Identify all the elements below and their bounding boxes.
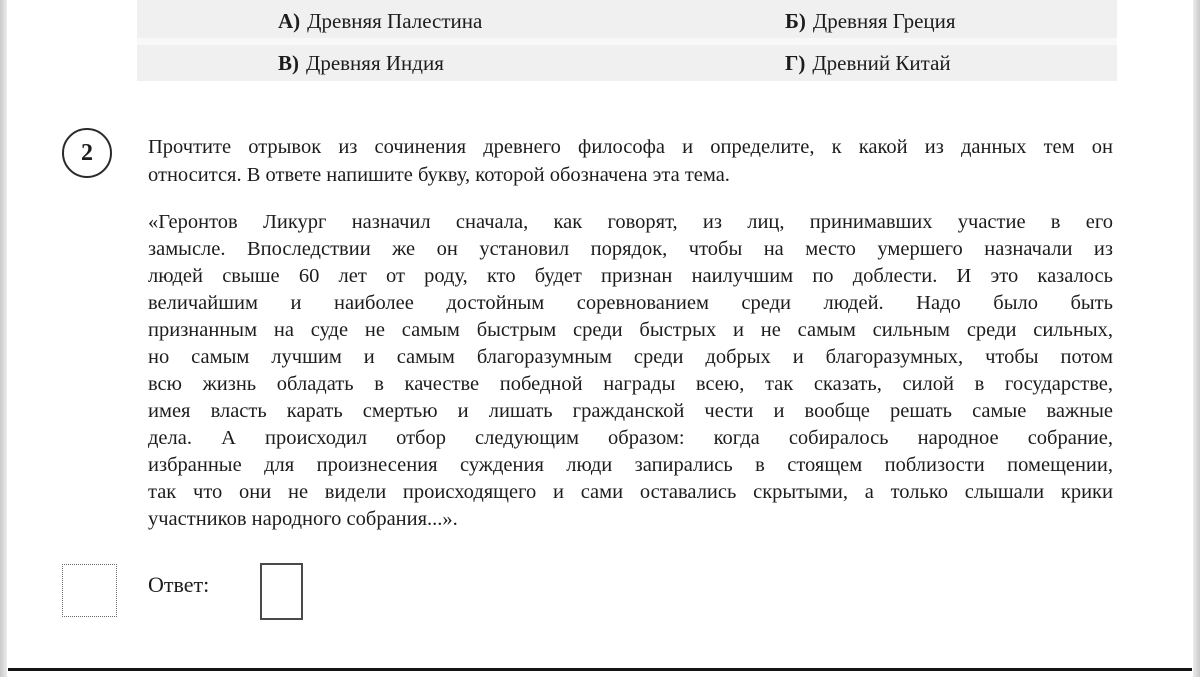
option-g <box>785 44 951 82</box>
option-v-label: Древняя Индия <box>306 50 444 75</box>
question-number-badge <box>62 128 112 178</box>
passage-line: замысле. Впоследствии же он установил порядок, чтобы на место умершего назначали из <box>148 238 1113 260</box>
scan-edge-right <box>1193 0 1200 677</box>
passage-line: дела. А происходил отбор следующим образом: когда собиралось народное собрание, <box>148 427 1113 449</box>
score-box[interactable] <box>62 564 117 617</box>
passage-line: людей свыше 60 лет от роду, кто будет признан наилучшим по доблести. И это казалось <box>148 265 1113 287</box>
theme-options-panel <box>137 0 1117 81</box>
options-row-1 <box>137 2 1117 40</box>
prompt-line: относится. В ответе напишите букву, которой обозначена эта тема. <box>148 163 730 186</box>
option-a-label: Древняя Палестина <box>307 8 483 33</box>
passage-line: избранные для произнесения суждения люди запирались в стоящем поблизости помещении, <box>148 454 1113 476</box>
passage-line: имея власть карать смертью и лишать гражданской чести и вообще решать самые важные <box>148 400 1113 422</box>
answer-label: Ответ: <box>148 572 210 597</box>
question-prompt <box>148 134 1113 189</box>
passage-line: «Геронтов Ликург назначил сначала, как говорят, из лиц, принимавших участие в его <box>148 211 1113 233</box>
option-v-letter: В) <box>278 50 299 75</box>
option-b-letter: Б) <box>785 8 806 33</box>
option-v <box>278 44 444 82</box>
option-b <box>785 2 956 40</box>
passage-line: участников народного собрания...». <box>148 508 458 530</box>
passage-line: но самым лучшим и самым благоразумным среди добрых и благоразумных, чтобы потом <box>148 346 1113 368</box>
prompt-line: Прочтите отрывок из сочинения древнего философа и определите, к какой из данных тем он <box>148 136 1113 158</box>
question-number: 2 <box>81 139 93 166</box>
option-g-letter: Г) <box>785 50 806 75</box>
option-b-label: Древняя Греция <box>812 8 956 33</box>
scan-edge-left <box>0 0 7 677</box>
answer-input-box[interactable] <box>260 563 303 620</box>
passage-line: так что они не видели происходящего и сами оставались скрытыми, а только слышали крики <box>148 481 1113 503</box>
option-g-label: Древний Китай <box>812 50 951 75</box>
option-a <box>278 2 482 40</box>
passage-line: величайшим и наиболее достойным соревнованием среди людей. Надо было быть <box>148 292 1113 314</box>
options-row-2 <box>137 44 1117 82</box>
passage-line: признанным на суде не самым быстрым среди быстрых и не самым сильным среди сильных, <box>148 319 1113 341</box>
option-a-letter: А) <box>278 8 301 33</box>
bottom-divider <box>8 668 1192 671</box>
passage-line: всю жизнь обладать в качестве победной награды всею, так сказать, силой в государстве, <box>148 373 1113 395</box>
passage-text <box>148 209 1113 533</box>
